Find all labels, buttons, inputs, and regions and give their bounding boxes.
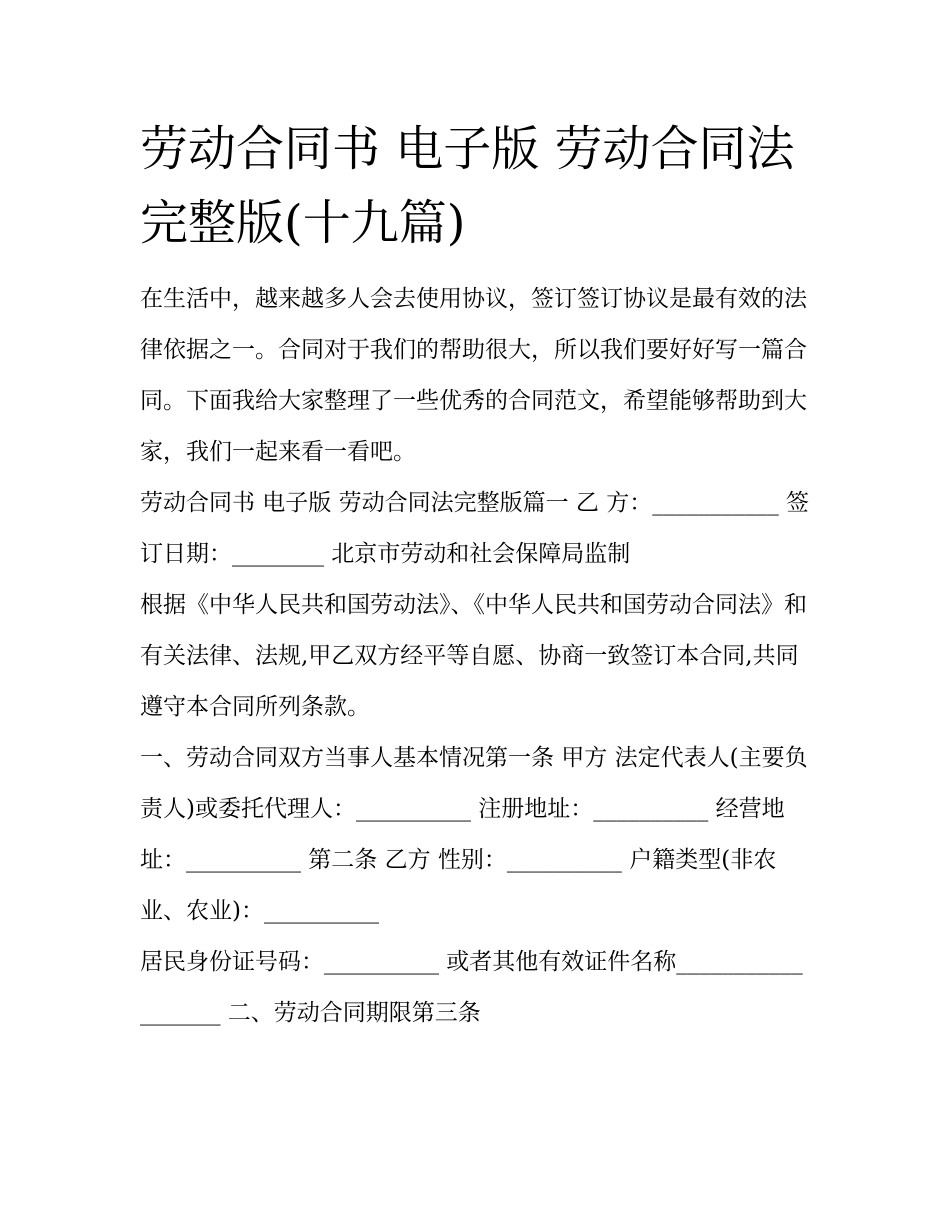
paragraph-intro: 在生活中，越来越多人会去使用协议，签订签订协议是最有效的法律依据之一。合同对于我们的帮助很大，所以我们要好好写一篇合同。下面我给大家整理了一些优秀的合同范文，希望能够帮助到大家，我们一起来看一看吧。 bbox=[140, 286, 807, 465]
paragraph-contract-header: 劳动合同书 电子版 劳动合同法完整版篇一 乙 方：___________ 签订日期：________ 北京市劳动和社会保障局监制 bbox=[140, 490, 810, 567]
document-title: 劳动合同书 电子版 劳动合同法完整版(十九篇) bbox=[140, 121, 795, 251]
paragraph-party-info: 一、劳动合同双方当事人基本情况第一条 甲方 法定代表人(主要负责人)或委托代理人：__________ 注册地址：__________ 经营地址：__________ 第二条 乙方 性别：__________ 户籍类型(非农业、农业)：__________ bbox=[140, 745, 808, 924]
paragraph-id-and-term: 居民身份证号码：__________ 或者其他有效证件名称__________________ 二、劳动合同期限第三条 bbox=[140, 949, 803, 1026]
paragraph-legal-basis: 根据《中华人民共和国劳动法》、《中华人民共和国劳动合同法》和有关法律、法规,甲乙双方经平等自愿、协商一致签订本合同,共同遵守本合同所列条款。 bbox=[140, 592, 807, 720]
document-body bbox=[140, 112, 812, 1039]
